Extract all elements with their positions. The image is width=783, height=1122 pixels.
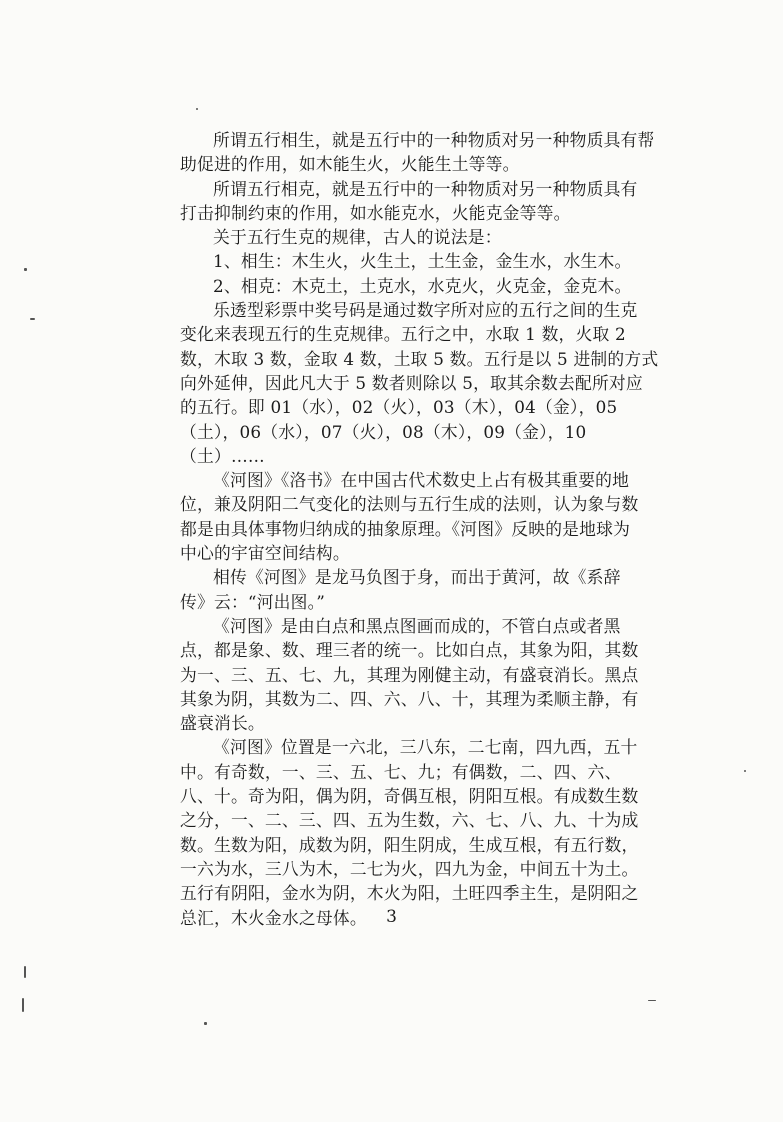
text-line: 《河图》位置是一六北，三八东，二七南，四九西，五十 (213, 737, 638, 758)
scan-speck (30, 318, 35, 320)
scan-speck (24, 966, 26, 978)
text-line: 相传《河图》是龙马负图于身，而出于黄河，故《系辞 (213, 567, 621, 588)
scan-speck (24, 268, 27, 271)
text-line: 向外延伸，因此凡大于 5 数者则除以 5，取其余数去配所对应 (180, 372, 643, 393)
text-line: 点，都是象、数、理三者的统一。比如白点，其象为阳，其数 (180, 640, 639, 661)
text-line: 所谓五行相克，就是五行中的一种物质对另一种物质具有 (213, 178, 638, 199)
text-line: 《河图》是由白点和黑点图画而成的，不管白点或者黑 (213, 615, 621, 636)
body-text (180, 128, 680, 930)
scan-speck (648, 1000, 656, 1001)
text-line: （土）…… (180, 445, 265, 466)
page-number: 3 (386, 907, 397, 927)
text-line: 一六为水，三八为木，二七为火，四九为金，中间五十为土。 (180, 858, 639, 879)
text-line: （土），06（水），07（火），08（木），09（金），10 (180, 421, 587, 442)
text-line: 2、相克：木克土，土克水，水克火，火克金，金克木。 (213, 275, 632, 296)
text-line: 盛衰消长。 (180, 713, 265, 734)
scan-speck (196, 108, 198, 110)
text-line: 数，木取 3 数，金取 4 数，土取 5 数。五行是以 5 进制的方式 (180, 348, 659, 369)
text-line: 中。有奇数，一、三、五、七、九；有偶数，二、四、六、 (180, 761, 622, 782)
text-line: 其象为阴，其数为二、四、六、八、十，其理为柔顺主静，有 (180, 688, 639, 709)
scan-speck (204, 1022, 207, 1025)
text-line: 变化来表现五行的生克规律。五行之中，水取 1 数，火取 2 (180, 324, 626, 345)
text-line: 《河图》《洛书》在中国古代术数史上占有极其重要的地 (213, 470, 630, 491)
text-line: 八、十。奇为阳，偶为阴，奇偶互根，阴阳互根。有成数生数 (180, 786, 639, 807)
text-line: 数。生数为阳，成数为阴，阳生阴成，生成互根，有五行数， (180, 834, 639, 855)
text-line: 中心的宇宙空间结构。 (180, 543, 350, 564)
text-line: 打击抑制约束的作用，如水能克水，火能克金等等。 (180, 202, 571, 223)
text-line: 所谓五行相生，就是五行中的一种物质对另一种物质具有帮 (213, 130, 655, 150)
text-line: 关于五行生克的规律，古人的说法是： (213, 227, 502, 248)
text-line: 总汇，木火金水之母体。 (180, 907, 367, 928)
text-line: 乐透型彩票中奖号码是通过数字所对应的五行之间的生克 (213, 300, 638, 321)
text-line: 为一、三、五、七、九，其理为刚健主动，有盛衰消长。黑点 (180, 664, 639, 685)
text-line: 的五行。即 01（水），02（火），03（木），04（金），05 (180, 397, 618, 418)
text-line: 位，兼及阴阳二气变化的法则与五行生成的法则，认为象与数 (180, 494, 639, 515)
text-line: 之分，一、二、三、四、五为生数，六、七、八、九、十为成 (180, 810, 639, 831)
scan-speck (744, 770, 746, 772)
text-line: 助促进的作用，如木能生火，火能生土等等。 (180, 154, 520, 175)
text-line: 五行有阴阳，金水为阴，木火为阳，土旺四季主生，是阴阳之 (180, 883, 639, 904)
text-line: 传》云：“河出图。” (180, 591, 326, 612)
text-line: 都是由具体事物归纳成的抽象原理。《河图》反映的是地球为 (180, 518, 631, 539)
text-line: 1、相生：木生火，火生土，土生金，金生水，水生木。 (213, 251, 632, 272)
scan-speck (22, 998, 24, 1012)
